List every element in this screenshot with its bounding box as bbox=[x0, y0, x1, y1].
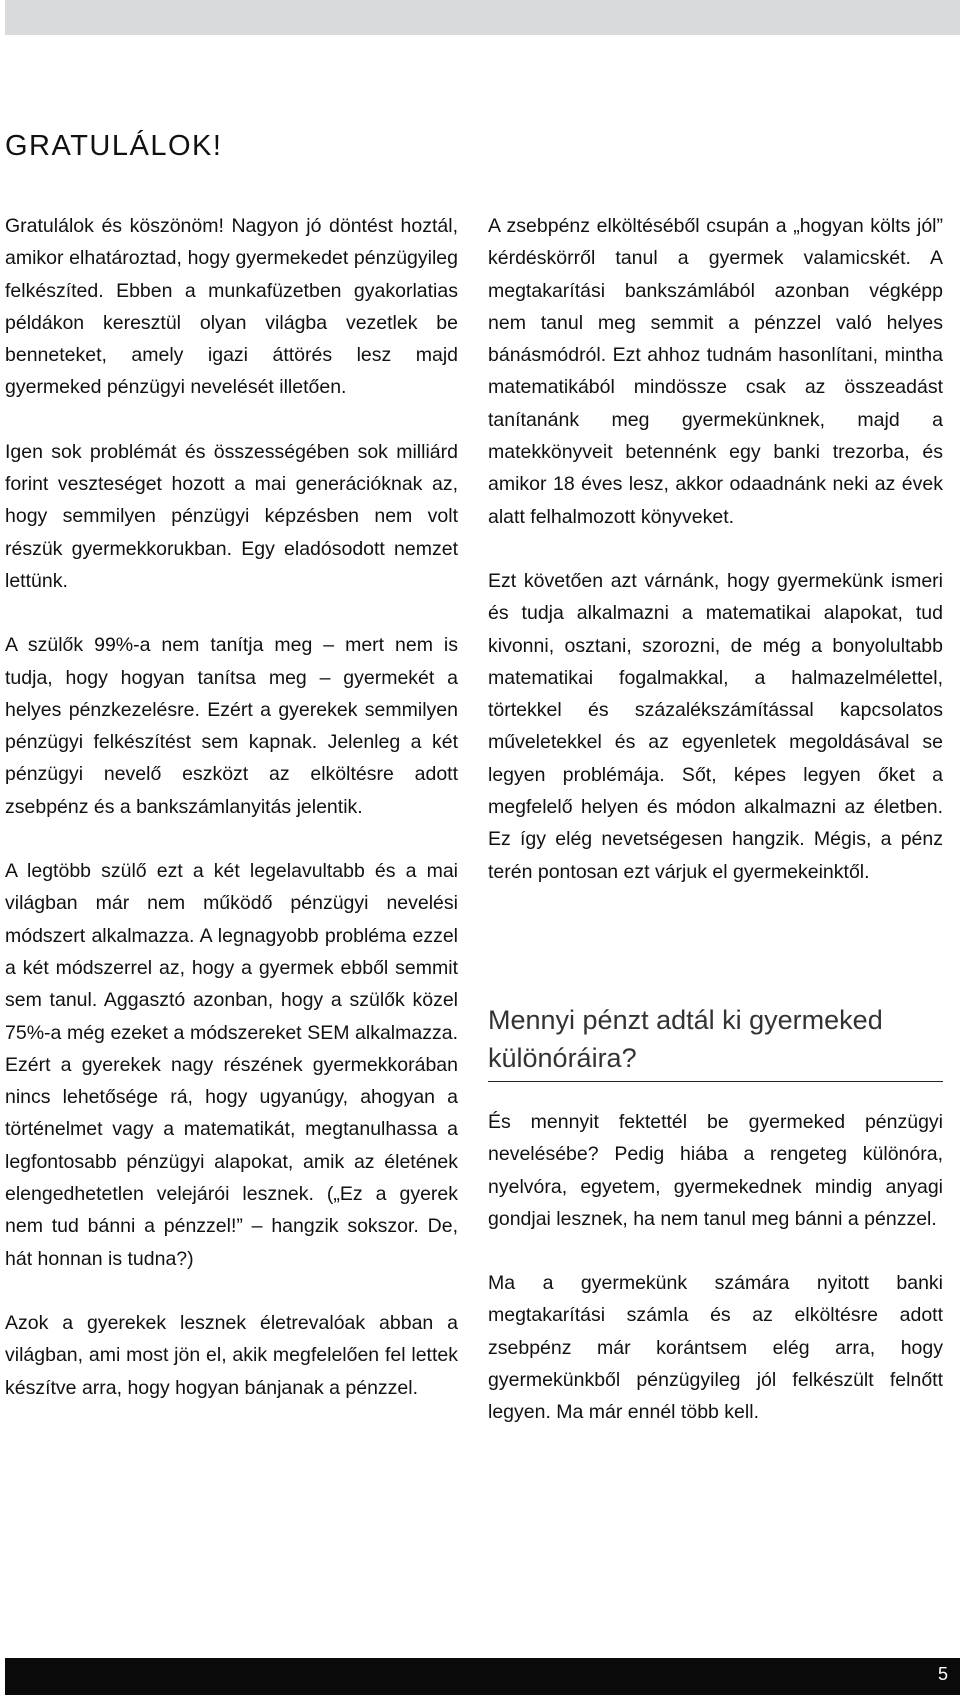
right-paragraph-1: A zsebpénz elköltéséből csupán a „hogyan költs jól” kérdéskörről tanul a gyermek valamicskét. A megtakarítási bankszámlából azonban végképp nem tanul meg semmit a pénzzel való helyes bánásmódról. Ezt ahhoz tudnám hasonlítani, mintha matematikából mindössze csak az összeadást tanítanánk meg gyermekünknek, majd a matekkönyveit betennénk egy banki trezorba, és amikor 18 éves lesz, akkor odaadnánk neki az évek alatt felhalmozott könyveket. bbox=[488, 215, 943, 528]
right-text-column bbox=[488, 210, 943, 1461]
top-header-bar bbox=[5, 0, 960, 35]
footer-bar bbox=[5, 1658, 960, 1695]
page-number: 5 bbox=[937, 1664, 948, 1684]
right-paragraph-2: Ezt követően azt várnánk, hogy gyermekünk ismeri és tudja alkalmazni a matematikai alapokat, tud kivonni, osztani, szorozni, de még a bonyolultabb matematikai fogalmakkal, a halmazelmélettel, törtekkel és százalékszámítással kapcsolatos műveletekkel és az egyenletek megoldásával se legyen problémája. Sőt, képes legyen őket a megfelelő helyen és módon alkalmazni az életben. Ez így elég nevetségesen hangzik. Mégis, a pénz terén pontosan ezt várjuk el gyermekeinktől. bbox=[488, 569, 943, 883]
left-paragraph-1: Gratulálok és köszönöm! Nagyon jó döntést hoztál, amikor elhatároztad, hogy gyermekedet pénzügyileg felkészíted. Ebben a munkafüzetben gyakorlatias példákon keresztül olyan világba vezetlek be benneteket, amely igazi áttörés lesz majd gyermeked pénzügyi nevelését illetően. bbox=[5, 215, 458, 399]
right-paragraph-4: Ma a gyermekünk számára nyitott banki megtakarítási számla és az elköltésre adott zsebpénz már korántsem elég arra, hogy gyermekünkből pénzügyileg jól felkészült felnőtt legyen. Ma már ennél több kell. bbox=[488, 1272, 943, 1424]
left-text-column bbox=[5, 210, 458, 1436]
section-heading-rule bbox=[488, 1081, 943, 1082]
section-heading: Mennyi pénzt adtál ki gyermeked különóráira? bbox=[488, 1004, 883, 1073]
right-paragraph-3: És mennyit fektettél be gyermeked pénzügyi nevelésébe? Pedig hiába a rengeteg különóra, nyelvóra, egyetem, gyermekednek mindig anyagi gondjai lesznek, ha nem tanul meg bánni a pénzzel. bbox=[488, 1110, 943, 1230]
left-paragraph-3: A szülők 99%-a nem tanítja meg – mert nem is tudja, hogy hogyan tanítsa meg – gyermekét a helyes pénzkezelésre. Ezért a gyerekek semmilyen pénzügyi felkészítést sem kapnak. Jelenleg a két pénzügyi nevelő eszközt az elköltésre adott zsebpénz és a bankszámlanyitás jelentik. bbox=[5, 634, 458, 818]
left-paragraph-2: Igen sok problémát és összességében sok milliárd forint veszteséget hozott a mai generációknak az, hogy semmilyen pénzügyi képzésben nem volt részük gyermekkorukban. Egy eladósodott nemzet lettünk. bbox=[5, 440, 458, 592]
left-paragraph-4: A legtöbb szülő ezt a két legelavultabb és a mai világban már nem működő pénzügyi nevelési módszert alkalmazza. A legnagyobb probléma ezzel a két módszerrel az, hogy a gyermek ebből semmit sem tanul. Aggasztó azonban, hogy a szülők közel 75%-a még ezeket a módszereket SEM alkalmazza. Ezért a gyerekek nagy részének gyermekkorában nincs lehetősége rá, hogy ugyanúgy, ahogyan a történelmet vagy a matematikát, megtanulhassa a legfontosabb pénzügyi alapokat, amik az életének elengedhetetlen velejárói lesznek. („Ez a gyerek nem tud bánni a pénzzel!” – hangzik sokszor. De, hát honnan is tudna?) bbox=[5, 860, 458, 1270]
page-title: GRATULÁLOK! bbox=[5, 130, 223, 162]
left-paragraph-5: Azok a gyerekek lesznek életrevalóak abban a világban, ami most jön el, akik megfelelően fel lettek készítve arra, hogy hogyan bánjanak a pénzzel. bbox=[5, 1311, 458, 1399]
